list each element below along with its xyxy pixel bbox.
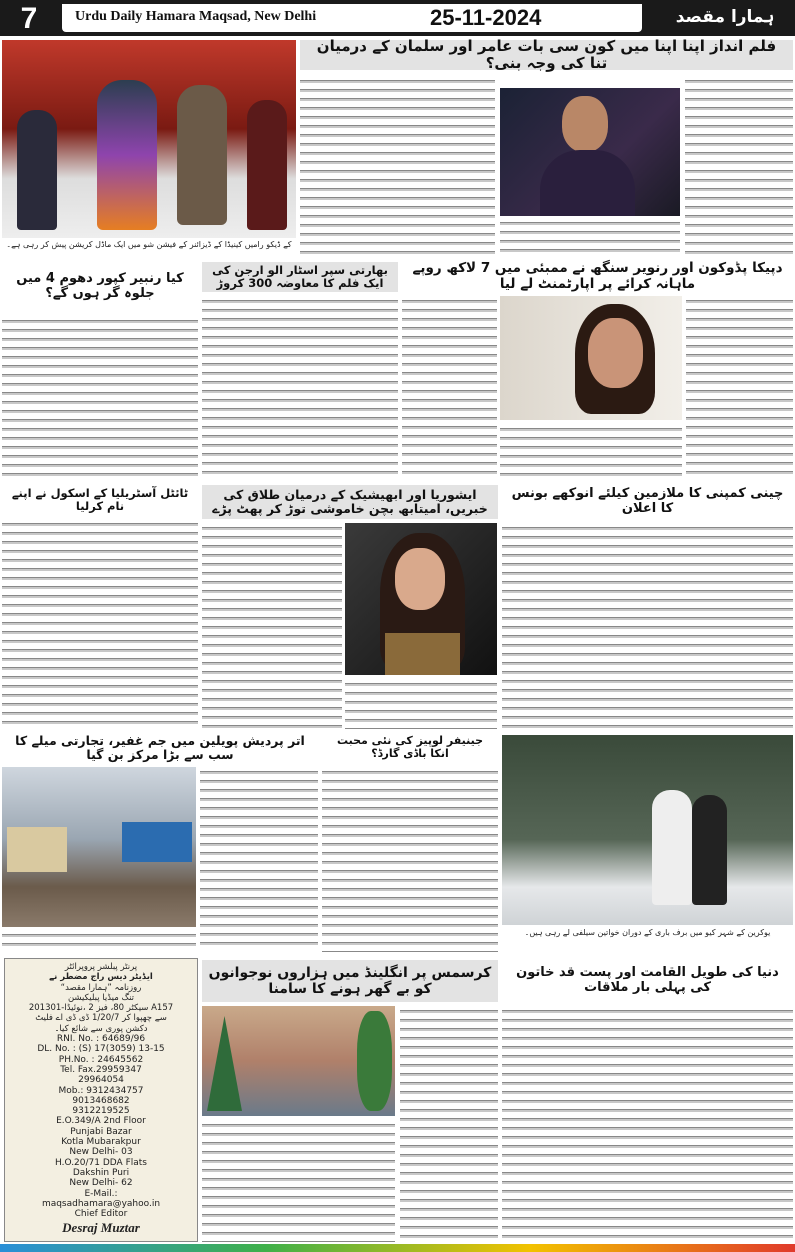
article-text <box>500 218 680 256</box>
imprint-urdu-line: پرنٹر پبلشر پروپرائٹر <box>64 962 138 972</box>
article-text <box>200 767 318 947</box>
salman-photo <box>500 88 680 216</box>
imprint-line: Kotla Mubarakpur <box>61 1137 141 1148</box>
imprint-line: New Delhi- 62 <box>69 1178 133 1189</box>
imprint-line: 29964054 <box>78 1075 124 1086</box>
article-text <box>345 679 497 729</box>
imprint-urdu-line: سے چھپوا کر 1/20/7 ڈی ڈی اے فلیٹ <box>35 1013 167 1024</box>
snow-selfie-photo <box>502 735 793 925</box>
imprint-line: New Delhi- 03 <box>69 1147 133 1158</box>
article-text <box>2 316 198 480</box>
headline-aamir-salman[interactable]: فلم انداز اپنا اپنا میں کون سی بات عامر اور سلمان کے درمیان تنا کی وجہ بنی؟ <box>300 40 793 70</box>
article-text <box>500 424 682 480</box>
imprint-line: RNI. No. : 64689/96 <box>56 1034 146 1045</box>
imprint-urdu-line: تنگ میڈیا پبلیکیشن <box>67 992 135 1003</box>
snow-caption: یوکرین کے شہر کیو میں برف باری کے دوران خواتین سیلفی لے رہی ہیں۔ <box>524 928 771 937</box>
article-text <box>2 519 198 729</box>
headline-aishwarya[interactable]: ایشوریا اور ابھیشیک کے درمیان طلاق کی خبریں، امیتابھ بچن خاموشی توڑ کر پھٹ پڑے <box>202 485 498 519</box>
footer-color-bar <box>0 1244 795 1252</box>
article-text <box>686 296 793 480</box>
imprint-urdu-line: ایڈیٹر دیس راج مضطر نے <box>49 972 153 983</box>
article-text <box>2 930 196 952</box>
article-text <box>202 1120 395 1242</box>
aishwarya-photo <box>345 523 497 675</box>
imprint-urdu-line: A157 سیکٹر 80، فیز 2 ،نوئیڈا-201301 <box>28 1003 174 1014</box>
headline-up-pavilion[interactable]: اتر پردیش پویلین میں جم غفیر، تجارتی میلے کا سب سے بڑا مرکز بن گیا <box>2 733 318 763</box>
article-text <box>400 1006 498 1242</box>
headline-christmas[interactable]: کرسمس پر انگلینڈ میں ہزاروں نوجوانوں کو بے گھر ہونے کا سامنا <box>202 960 498 1002</box>
article-text <box>502 523 793 729</box>
imprint-line: E.O.349/A 2nd Floor <box>56 1116 146 1127</box>
imprint-urdu-line: دکشن پوری سے شائع کیا۔ <box>54 1023 148 1034</box>
imprint-email[interactable]: maqsadhamara@yahoo.in <box>41 1198 161 1209</box>
masthead <box>0 0 795 36</box>
article-text <box>300 76 495 256</box>
headline-ranbir[interactable]: کیا رنبیر کپور دھوم 4 میں جلوہ گر ہوں گے؟ <box>2 262 198 312</box>
page-number: 7 <box>20 2 38 35</box>
newspaper-logo: ہمارا مقصد <box>675 7 775 27</box>
imprint-line: Dakshin Puri <box>72 1167 130 1178</box>
imprint-urdu-line: روزنامہ ”ہمارا مقصد“ <box>60 982 142 993</box>
fashion-show-photo <box>2 40 296 238</box>
deepika-photo <box>500 296 682 420</box>
article-text <box>322 767 498 952</box>
fashion-caption: کے ڈیکو رامیں کینیڈا کے ڈیزائنر کے فیشن شو میں ایک ماڈل کریشن پیش کر رہی ہے۔ <box>6 240 292 249</box>
imprint-box <box>4 958 198 1242</box>
imprint-line: DL. No. : (S) 17(3059) 13-15 <box>37 1044 165 1055</box>
imprint-line: E-Mail.: <box>84 1188 118 1199</box>
imprint-line: PH.No. : 24645562 <box>58 1054 144 1065</box>
imprint-line: Mob.: 9312434757 <box>58 1085 144 1096</box>
chief-editor-name: Desraj Muztar <box>62 1220 140 1236</box>
imprint-line: H.O.20/71 DDA Flats <box>55 1157 147 1168</box>
article-text <box>685 76 793 256</box>
headline-tallest-shortest[interactable]: دنیا کی طویل القامت اور پست قد خاتون کی پہلی بار ملاقات <box>502 960 793 1002</box>
issue-date: 25-11-2024 <box>430 5 542 30</box>
article-text <box>402 296 497 480</box>
up-pavilion-photo <box>2 767 196 927</box>
headline-school[interactable]: ٹائٹل آسٹریلیا کے اسکول نے اپنے نام کرلیا <box>2 485 198 515</box>
imprint-line: Chief Editor <box>74 1209 128 1220</box>
article-text <box>202 296 398 480</box>
paper-name: Urdu Daily Hamara Maqsad, New Delhi <box>75 9 317 24</box>
imprint-line: 9013468682 <box>72 1095 130 1106</box>
christmas-photo <box>202 1006 395 1116</box>
headline-jlo[interactable]: جینیفر لوپیز کی نئی محبت انکا باڈی گارڈ؟ <box>322 733 498 763</box>
article-text <box>502 1006 793 1242</box>
imprint-line: Tel. Fax.29959347 <box>60 1064 142 1075</box>
headline-bonus[interactable]: چینی کمپنی کا ملازمین کیلئے انوکھے بونس کا اعلان <box>502 485 793 519</box>
article-text <box>202 523 342 729</box>
headline-deepika[interactable]: دپیکا پڈوکون اور رنویر سنگھ نے ممبئی میں 7 لاکھ روپے ماہانہ کرائے پر اپارٹمنٹ لے لیا <box>402 262 793 292</box>
headline-allu-arjun[interactable]: بھارتی سپر اسٹار الو ارجن کی ایک فلم کا معاوضہ 300 کروڑ <box>202 262 398 292</box>
imprint-line: Punjabi Bazar <box>70 1126 132 1137</box>
imprint-line: 9312219525 <box>72 1106 130 1117</box>
